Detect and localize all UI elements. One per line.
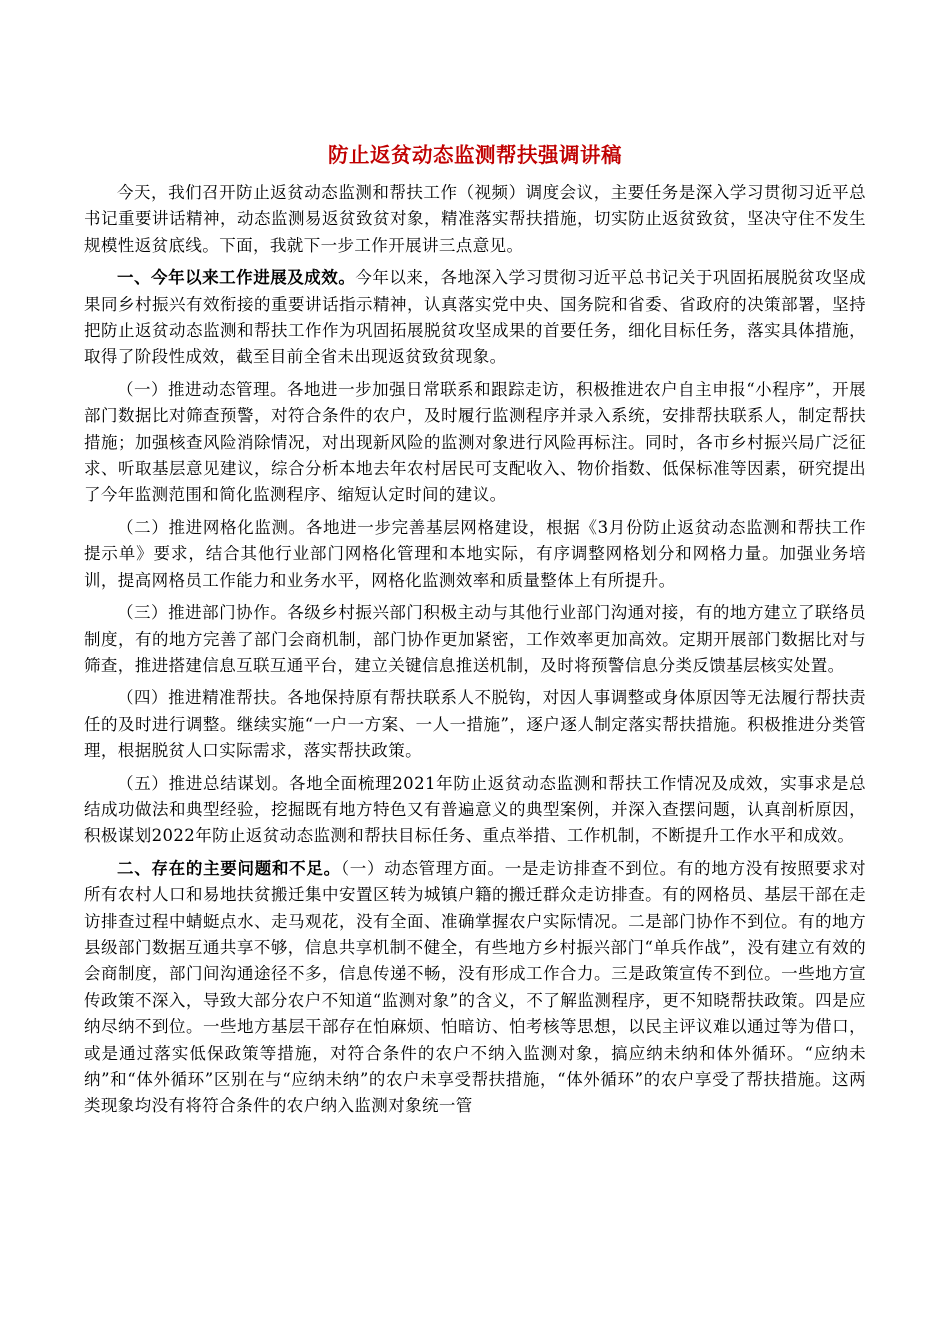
paragraph-intro — [84, 180, 866, 259]
paragraph-item-5 — [84, 771, 866, 850]
paragraph-section-1 — [84, 265, 866, 371]
paragraph-text: （五）推进总结谋划。各地全面梳理2021年防止返贫动态监测和帮扶工作情况及成效，实事求是总结成功做法和典型经验，挖掘既有地方特色又有普遍意义的典型案例，并深入查摆问题，认真剖析原因，积极谋划2022年防止返贫动态监测和帮扶目标任务、重点举措、工作机制，不断提升工作水平和成效。 — [84, 773, 866, 846]
paragraph-item-1 — [84, 377, 866, 509]
document-page — [84, 140, 866, 1126]
paragraph-text: （一）推进动态管理。各地进一步加强日常联系和跟踪走访，积极推进农户自主申报“小程序”，开展部门数据比对筛查预警，对符合条件的农户，及时履行监测程序并录入系统，安排帮扶联系人，制定帮扶措施；加强核查风险消除情况，对出现新风险的监测对象进行风险再标注。同时，各市乡村振兴局广泛征求、听取基层意见建议，综合分析本地去年农村居民可支配收入、物价指数、低保标准等因素，研究提出了今年监测范围和简化监测程序、缩短认定时间的建议。 — [84, 379, 866, 505]
paragraph-text: 今天，我们召开防止返贫动态监测和帮扶工作（视频）调度会议，主要任务是深入学习贯彻习近平总书记重要讲话精神，动态监测易返贫致贫对象，精准落实帮扶措施，切实防止返贫致贫，坚决守住不发生规模性返贫底线。下面，我就下一步工作开展讲三点意见。 — [84, 183, 866, 255]
document-title: 防止返贫动态监测帮扶强调讲稿 — [328, 143, 622, 167]
section-heading: 二、存在的主要问题和不足。 — [117, 858, 341, 878]
paragraph-text: （三）推进部门协作。各级乡村振兴部门积极主动与其他行业部门沟通对接，有的地方建立了联络员制度，有的地方完善了部门会商机制，部门协作更加紧密，工作效率更加高效。定期开展部门数据比对与筛查，推进搭建信息互联互通平台，建立关键信息推送机制，及时将预警信息分类反馈基层核实处置。 — [84, 603, 866, 675]
paragraph-item-2 — [84, 515, 866, 594]
paragraph-text: （四）推进精准帮扶。各地保持原有帮扶联系人不脱钩，对因人事调整或身体原因等无法履行帮扶责任的及时进行调整。继续实施“一户一方案、一人一措施”，逐户逐人制定落实帮扶措施。积极推进分类管理，根据脱贫人口实际需求，落实帮扶政策。 — [84, 688, 866, 761]
paragraph-text: （一）动态管理方面。一是走访排查不到位。有的地方没有按照要求对所有农村人口和易地扶贫搬迁集中安置区转为城镇户籍的搬迁群众走访排查。有的网格员、基层干部在走访排查过程中蜻蜓点水、走马观花，没有全面、准确掌握农户实际情况。二是部门协作不到位。有的地方县级部门数据互通共享不够，信息共享机制不健全，有些地方乡村振兴部门“单兵作战”，没有建立有效的会商制度，部门间沟通途径不多，信息传递不畅，没有形成工作合力。三是政策宣传不到位。一些地方宣传政策不深入，导致大部分农户不知道“监测对象”的含义，不了解监测程序，更不知晓帮扶政策。四是应纳尽纳不到位。一些地方基层干部存在怕麻烦、怕暗访、怕考核等思想，以民主评议难以通过等为借口，或是通过落实低保政策等措施，对符合条件的农户不纳入监测对象，搞应纳未纳和体外循环。“应纳未纳”和“体外循环”区别在与“应纳未纳”的农户未享受帮扶措施，“体外循环”的农户享受了帮扶措施。这两类现象均没有将符合条件的农户纳入监测对象统一管 — [84, 858, 866, 1116]
paragraph-text: （二）推进网格化监测。各地进一步完善基层网格建设，根据《3月份防止返贫动态监测和帮扶工作提示单》要求，结合其他行业部门网格化管理和本地实际，有序调整网格划分和网格力量。加强业务培训，提高网格员工作能力和业务水平，网格化监测效率和质量整体上有所提升。 — [84, 517, 866, 590]
paragraph-item-3 — [84, 600, 866, 679]
paragraph-section-2 — [84, 856, 866, 1120]
paragraph-text: 今年以来，各地深入学习贯彻习近平总书记关于巩固拓展脱贫攻坚成果同乡村振兴有效衔接的重要讲话指示精神，认真落实党中央、国务院和省委、省政府的决策部署，坚持把防止返贫动态监测和帮扶工作作为巩固拓展脱贫攻坚成果的首要任务，细化目标任务，落实具体措施，取得了阶段性成效，截至目前全省未出现返贫致贫现象。 — [84, 268, 866, 367]
section-heading: 一、今年以来工作进展及成效。 — [117, 268, 356, 288]
paragraph-item-4 — [84, 685, 866, 764]
